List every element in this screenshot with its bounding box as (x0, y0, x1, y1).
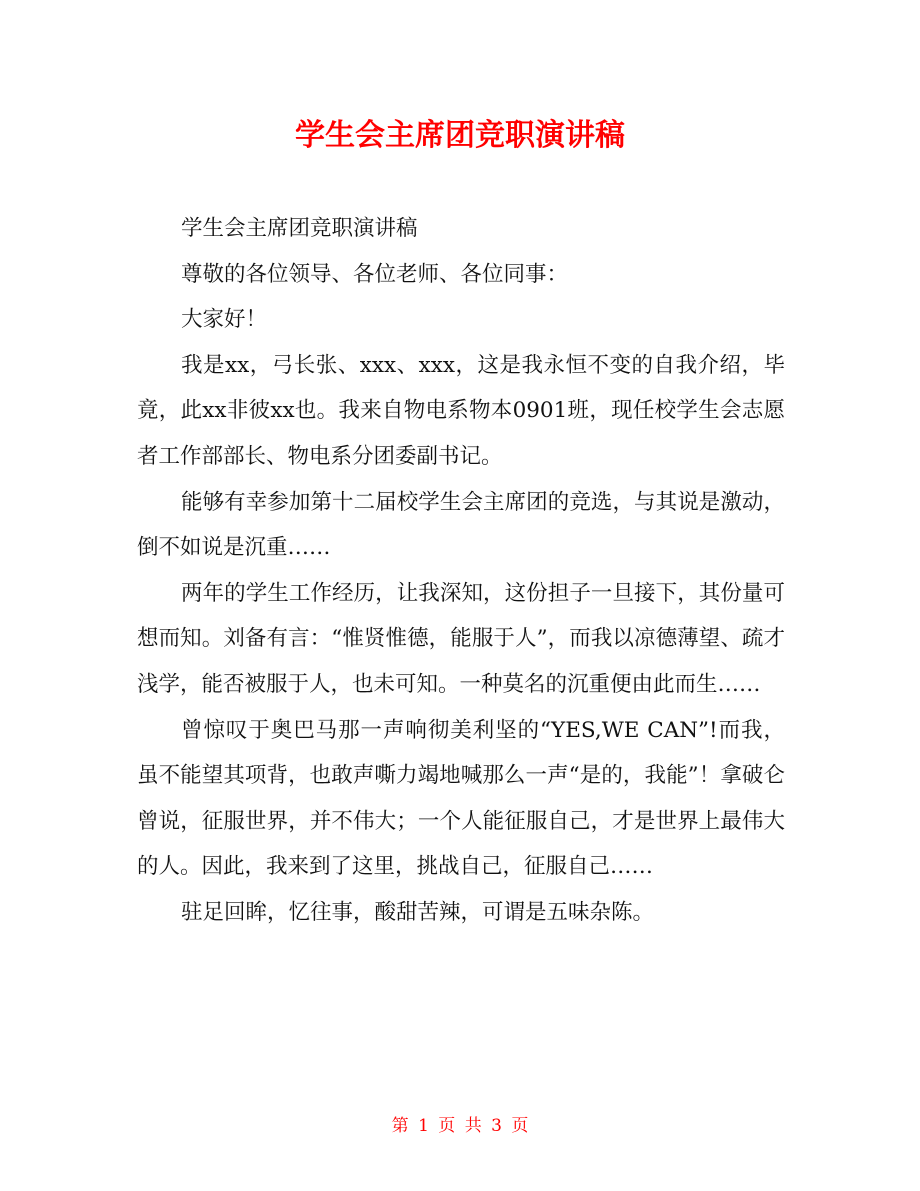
paragraph-challenge: 曾惊叹于奥巴马那一声响彻美利坚的“YES,WE CAN”!而我，虽不能望其项背，也敢声嘶力竭地喊那么一声“是的，我能”！拿破仑曾说，征服世界，并不伟大；一个人能征服自己，才是世界上最伟大的人。因此，我来到了这里，挑战自己，征服自己…… (137, 717, 785, 880)
paragraph-feeling: 能够有幸参加第十二届校学生会主席团的竞选，与其说是激动，倒不如说是沉重…… (137, 489, 785, 561)
paragraph-heading: 学生会主席团竞职演讲稿 (181, 216, 418, 241)
paragraph-experience: 两年的学生工作经历，让我深知，这份担子一旦接下，其份量可想而知。刘备有言：“惟贤惟德，能服于人”，而我以凉德薄望、疏才浅学，能否被服于人，也未可知。一种莫名的沉重便由此而生…… (137, 580, 785, 697)
paragraph-introduction: 我是xx，弓长张、xxx、xxx，这是我永恒不变的自我介绍，毕竟，此xx非彼xx也。我来自物电系物本0901班，现任校学生会志愿者工作部部长、物电系分团委副书记。 (137, 352, 785, 469)
document-title: 学生会主席团竞职演讲稿 (295, 118, 625, 153)
paragraph-greeting: 大家好！ (181, 307, 268, 333)
page-number-footer: 第 1 页 共 3 页 (391, 1116, 529, 1136)
paragraph-salutation: 尊敬的各位领导、各位老师、各位同事： (181, 261, 569, 287)
document-body (137, 206, 785, 936)
paragraph-reflection: 驻足回眸，忆往事，酸甜苦辣，可谓是五味杂陈。 (181, 899, 655, 925)
